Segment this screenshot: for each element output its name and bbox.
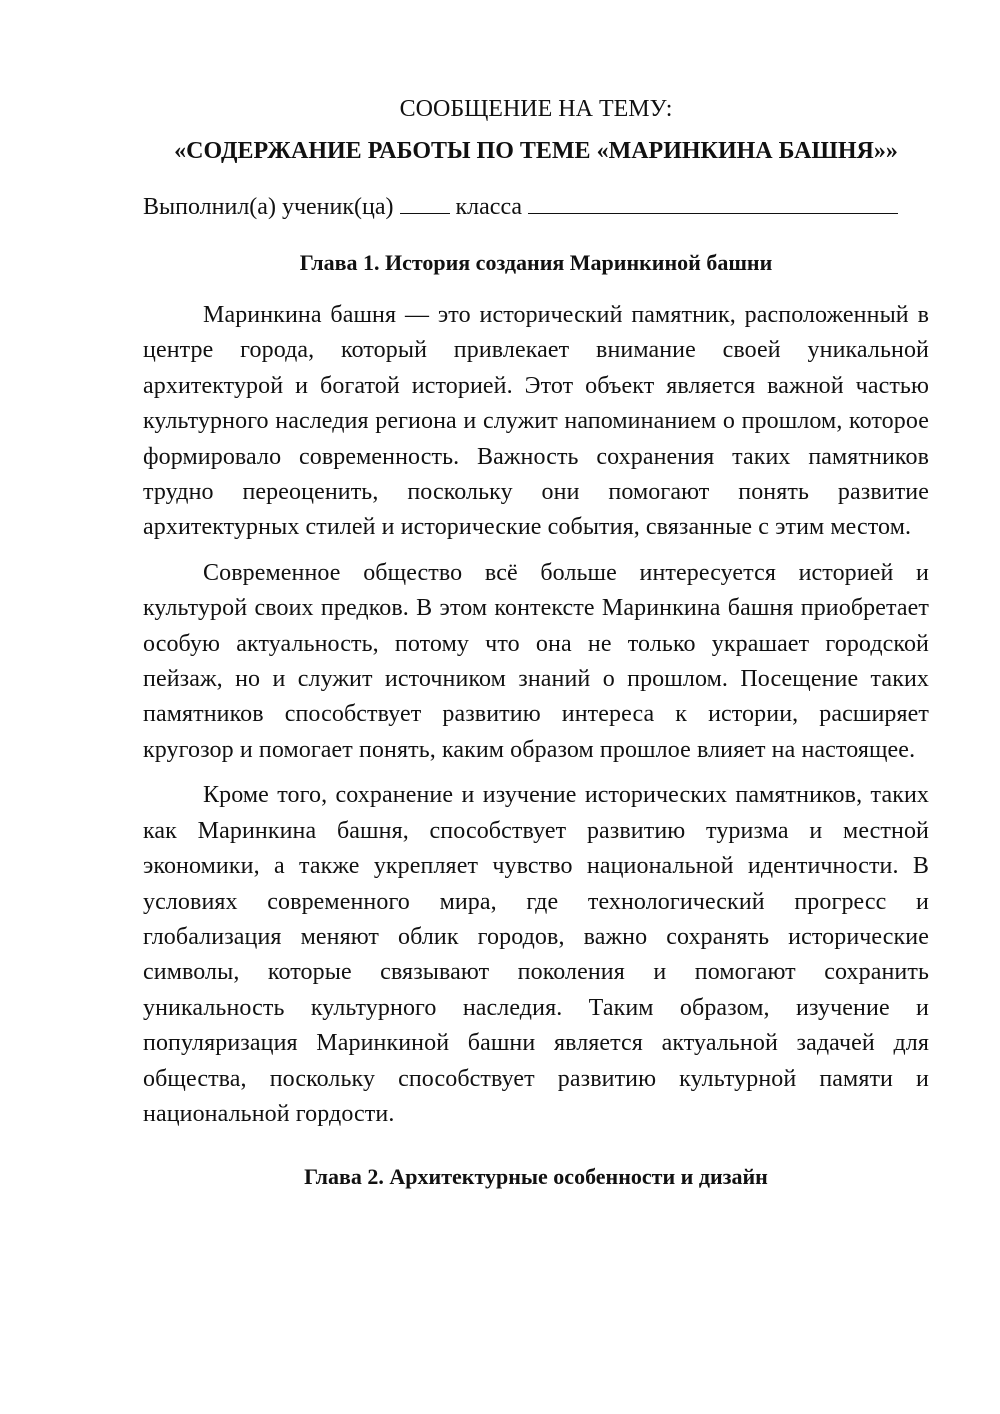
chapter-1-paragraph-2: Современное общество всё больше интересуется историей и культурой своих предков. В этом контексте Маринкина башня приобретает особую актуальность, потому что она не только украшает городской пейзаж, но и служит источником знаний о прошлом. Посещение таких памятников способствует развитию интереса к истории, расширяет кругозор и помогает понять, каким образом прошлое влияет на настоящее. xyxy=(143,559,929,763)
document-title: «СОДЕРЖАНИЕ РАБОТЫ ПО ТЕМЕ «МАРИНКИНА БАШНЯ»» xyxy=(174,138,898,164)
chapter-2-heading: Глава 2. Архитектурные особенности и дизайн xyxy=(304,1164,768,1190)
author-class-label: класса xyxy=(455,194,523,220)
chapter-1-paragraph-1: Маринкина башня — это исторический памятник, расположенный в центре города, который привлекает внимание своей уникальной архитектурой и богатой историей. Этот объект является важной частью культурного наследия региона и служит напоминанием о прошлом, которое формировало современность. Важность сохранения таких памятников трудно переоценить, поскольку они помогают понять развитие архитектурных стилей и исторические события, связанные с этим местом. xyxy=(143,302,929,541)
document-page xyxy=(143,92,929,1212)
class-number-blank xyxy=(400,191,450,214)
document-type-heading: СООБЩЕНИЕ НА ТЕМУ: xyxy=(399,96,673,122)
student-name-blank xyxy=(528,191,898,214)
author-line xyxy=(143,190,929,224)
chapter-1-heading: Глава 1. История создания Маринкиной башни xyxy=(299,250,773,275)
chapter-1-paragraph-3: Кроме того, сохранение и изучение исторических памятников, таких как Маринкина башня, способствует развитию туризма и местной экономики, а также укрепляет чувство национальной идентичности. В условиях современного мира, где технологический прогресс и глобализация меняют облик городов, важно сохранять исторические символы, которые связывают поколения и помогают сохранить уникальность культурного наследия. Таким образом, изучение и популяризация Маринкиной башни является актуальной задачей для общества, поскольку способствует развитию культурной памяти и национальной гордости. xyxy=(143,782,929,1127)
author-prefix: Выполнил(а) ученик(ца) xyxy=(143,194,394,220)
